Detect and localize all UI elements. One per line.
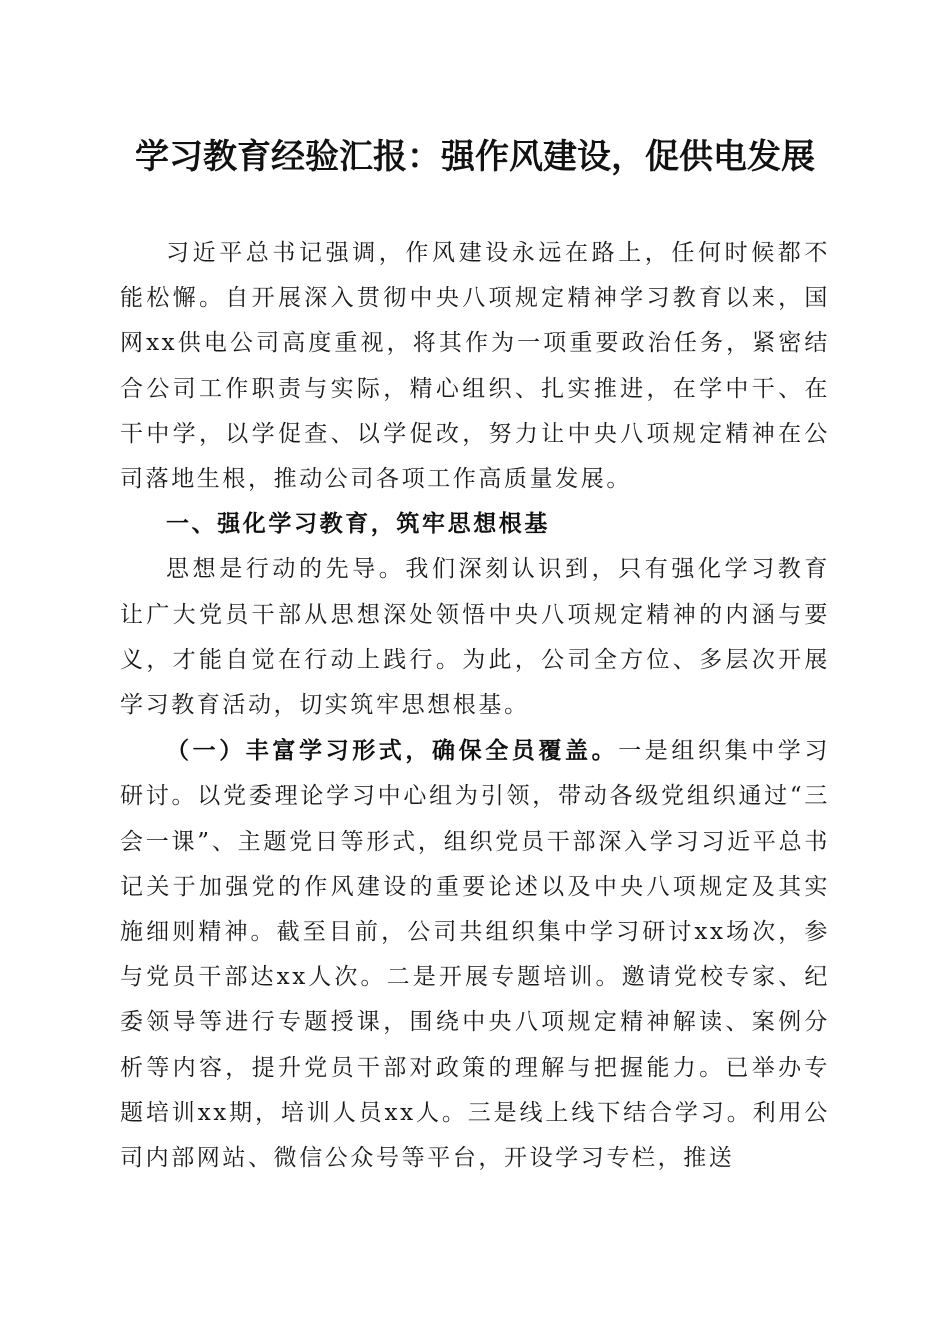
subsection-paragraph	[120, 728, 830, 1181]
section-heading: 一、强化学习教育，筑牢思想根基	[166, 511, 550, 538]
section-paragraph: 思想是行动的先导。我们深刻认识到，只有强化学习教育让广大党员干部从思想深处领悟中央八项规定精神的内涵与要义，才能自觉在行动上践行。为此，公司全方位、多层次开展学习教育活动，切实筑牢思想根基。	[120, 556, 830, 719]
document-title: 学习教育经验汇报：强作风建设，促供电发展	[135, 137, 815, 177]
subsection-lead: （一）丰富学习形式，确保全员覆盖。	[166, 737, 619, 765]
subsection-text: 一是组织集中学习研讨。以党委理论学习中心组为引领，带动各级党组织通过“三会一课”、主题党日等形式，组织党员干部深入学习习近平总书记关于加强党的作风建设的重要论述以及中央八项规定及其实施细则精神。截至目前，公司共组织集中学习研讨xx场次，参与党员干部达xx人次。二是开展专题培训。邀请党校专家、纪委领导等进行专题授课，围绕中央八项规定精神解读、案例分析等内容，提升党员干部对政策的理解与把握能力。已举办专题培训xx期，培训人员xx人。三是线上线下结合学习。利用公司内部网站、微信公众号等平台，开设学习专栏，推送	[120, 738, 830, 1172]
document-body	[120, 231, 830, 1181]
intro-paragraph: 习近平总书记强调，作风建设永远在路上，任何时候都不能松懈。自开展深入贯彻中央八项规定精神学习教育以来，国网xx供电公司高度重视，将其作为一项重要政治任务，紧密结合公司工作职责与实际，精心组织、扎实推进，在学中干、在干中学，以学促查、以学促改，努力让中央八项规定精神在公司落地生根，推动公司各项工作高质量发展。	[120, 240, 830, 493]
